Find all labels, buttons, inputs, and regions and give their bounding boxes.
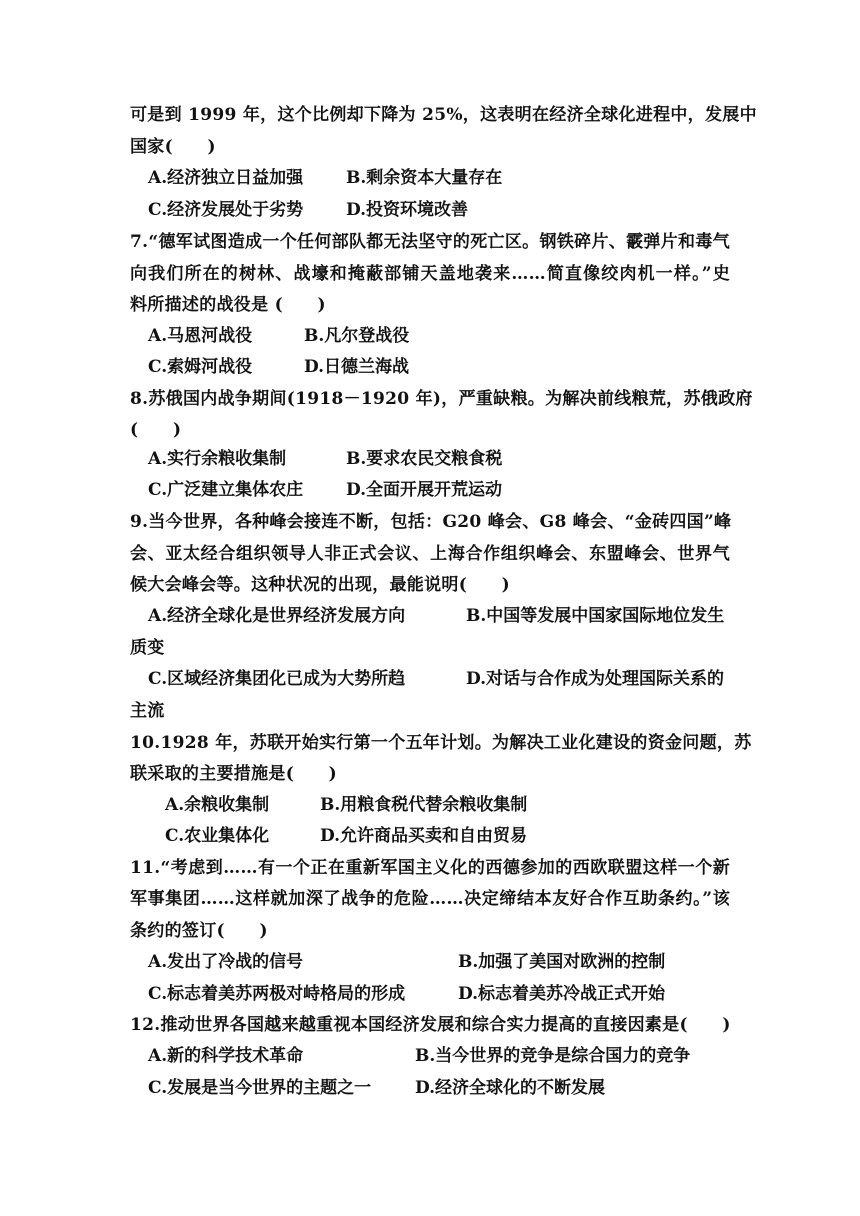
q9-option-c: C.区域经济集团化已成为大势所趋 xyxy=(148,669,406,689)
q9-stem-line-1: 9.当今世界，各种峰会接连不断，包括：G20 峰会、G8 峰会、“金砖四国”峰 xyxy=(130,512,732,532)
q6-option-c: C.经济发展处于劣势 xyxy=(148,200,304,220)
q7-option-d: D.日德兰海战 xyxy=(304,357,410,377)
q7-option-a: A.马恩河战役 xyxy=(148,326,253,346)
q12-stem-line-1: 12.推动世界各国越来越重视本国经济发展和综合实力提高的直接因素是( ) xyxy=(130,1015,731,1035)
q10-option-a: A.余粮收集制 xyxy=(165,795,270,815)
q6-option-a: A.经济独立日益加强 xyxy=(148,168,304,188)
q11-stem-line-2: 军事集团……这样就加深了战争的危险……决定缔结本友好合作互助条约。”该 xyxy=(130,889,730,909)
q12-option-d: D.经济全球化的不断发展 xyxy=(415,1078,606,1098)
q11-option-a: A.发出了冷战的信号 xyxy=(148,952,304,972)
q9-option-b-continued: 质变 xyxy=(130,638,165,658)
q11-stem-line-1: 11.“考虑到……有一个正在重新军国主义化的西德参加的西欧联盟这样一个新 xyxy=(130,858,730,878)
q8-option-c: C.广泛建立集体农庄 xyxy=(148,480,304,500)
q12-option-a: A.新的科学技术革命 xyxy=(148,1046,304,1066)
q9-option-b: B.中国等发展中国家国际地位发生 xyxy=(466,606,725,626)
q7-option-c: C.索姆河战役 xyxy=(148,357,253,377)
q6-option-d: D.投资环境改善 xyxy=(346,200,469,220)
q9-stem-line-2: 会、亚太经合组织领导人非正式会议、上海合作组织峰会、东盟峰会、世界气 xyxy=(130,544,730,564)
q9-option-d: D.对话与合作成为处理国际关系的 xyxy=(466,669,725,689)
q10-option-d: D.允许商品买卖和自由贸易 xyxy=(320,826,528,846)
q10-stem-line-1: 10.1928 年，苏联开始实行第一个五年计划。为解决工业化建设的资金问题，苏 xyxy=(130,733,752,753)
q10-stem-line-2: 联采取的主要措施是( ) xyxy=(130,764,337,784)
q8-stem-line-1: 8.苏俄国内战争期间(1918－1920 年)，严重缺粮。为解决前线粮荒，苏俄政府 xyxy=(130,389,753,409)
q7-stem-line-2: 向我们所在的树林、战壕和掩蔽部铺天盖地袭来……简直像绞肉机一样。”史 xyxy=(130,264,730,284)
q6-stem-line-2: 国家( ) xyxy=(130,137,216,157)
q6-option-b: B.剩余资本大量存在 xyxy=(346,168,503,188)
q7-stem-line-3: 料所描述的战役是 ( ) xyxy=(130,295,326,315)
q11-stem-line-3: 条约的签订( ) xyxy=(130,921,268,941)
q6-stem-line-1: 可是到 1999 年，这个比例却下降为 25%，这表明在经济全球化进程中，发展中 xyxy=(130,105,757,125)
q9-option-a: A.经济全球化是世界经济发展方向 xyxy=(148,606,406,626)
q11-option-b: B.加强了美国对欧洲的控制 xyxy=(458,952,666,972)
q8-option-d: D.全面开展开荒运动 xyxy=(346,480,503,500)
q10-option-c: C.农业集体化 xyxy=(165,826,270,846)
q11-option-d: D.标志着美苏冷战正式开始 xyxy=(458,984,666,1004)
q8-option-b: B.要求农民交粮食税 xyxy=(346,449,503,469)
q12-option-b: B.当今世界的竞争是综合国力的竞争 xyxy=(415,1046,691,1066)
q9-stem-line-3: 候大会峰会等。这种状况的出现，最能说明( ) xyxy=(130,575,510,595)
q10-option-b: B.用粮食税代替余粮收集制 xyxy=(320,795,528,815)
q7-stem-line-1: 7.“德军试图造成一个任何部队都无法坚守的死亡区。钢铁碎片、霰弹片和毒气 xyxy=(130,232,730,252)
q7-option-b: B.凡尔登战役 xyxy=(304,326,410,346)
q11-option-c: C.标志着美苏两极对峙格局的形成 xyxy=(148,984,406,1004)
q12-option-c: C.发展是当今世界的主题之一 xyxy=(148,1078,372,1098)
q9-option-d-continued: 主流 xyxy=(130,701,165,721)
q8-option-a: A.实行余粮收集制 xyxy=(148,449,287,469)
q8-stem-line-2: ( ) xyxy=(130,420,182,440)
